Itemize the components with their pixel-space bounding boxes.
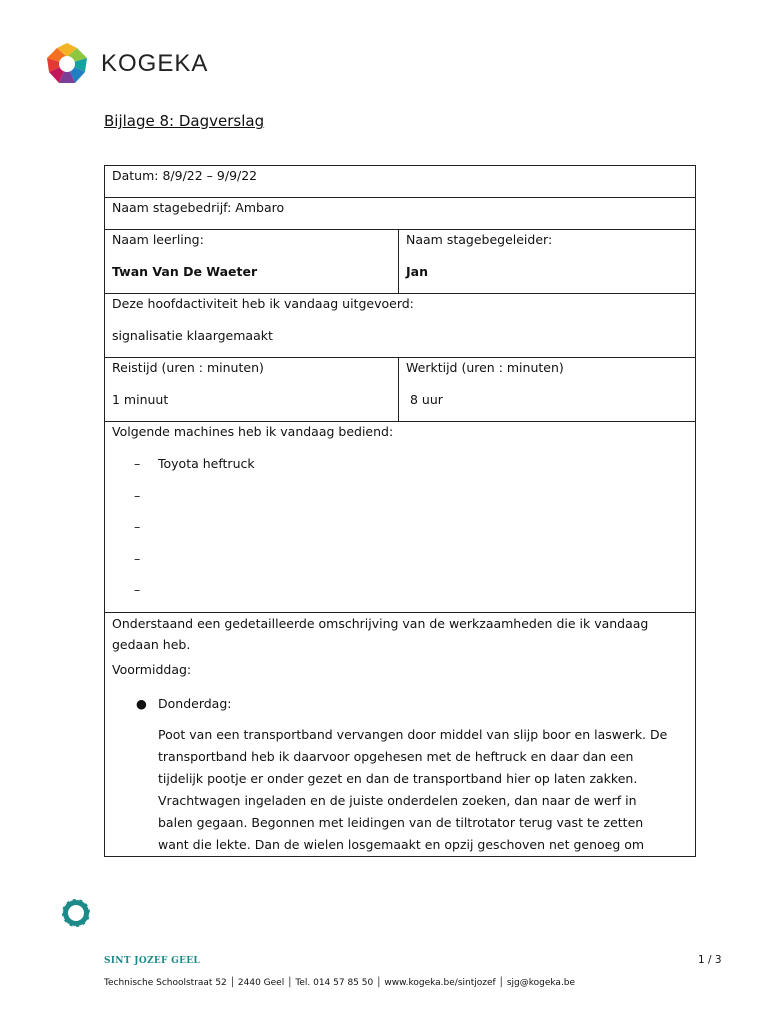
main-activity-cell bbox=[105, 294, 696, 358]
supervisor-label: Naam stagebegeleider: bbox=[406, 232, 553, 247]
machines-list bbox=[112, 456, 688, 602]
footer-logo-icon bbox=[62, 899, 90, 927]
date-cell bbox=[105, 166, 696, 198]
day-bullet-item bbox=[112, 696, 688, 712]
machine-item bbox=[112, 582, 688, 602]
daily-report-form bbox=[104, 165, 696, 857]
travel-time-label: Reistijd (uren : minuten) bbox=[112, 360, 264, 375]
page-title: Bijlage 8: Dagverslag bbox=[104, 112, 265, 130]
machine-item bbox=[112, 551, 688, 583]
description-line: tijdelijk pootje er onder gezet en dan de transportband hier op laten zakken. bbox=[158, 771, 638, 786]
description-line: balen gegaan. Begonnen met leidingen van de tiltrotator terug vast te zetten bbox=[158, 815, 644, 830]
main-activity-value: signalisatie klaargemaakt bbox=[112, 328, 273, 343]
morning-label: Voormiddag: bbox=[112, 662, 192, 677]
student-name: Twan Van De Waeter bbox=[112, 264, 258, 279]
student-cell bbox=[105, 230, 399, 294]
travel-time-cell bbox=[105, 358, 399, 422]
date-text: Datum: 8/9/22 – 9/9/22 bbox=[112, 168, 258, 183]
bullet-icon: ● bbox=[136, 696, 147, 711]
kogeka-logo-icon bbox=[42, 40, 92, 88]
company-text: Naam stagebedrijf: Ambaro bbox=[112, 200, 285, 215]
work-time-value: 8 uur bbox=[406, 392, 443, 407]
description-line: want die lekte. Dan de wielen losgemaakt en opzij geschoven net genoeg om bbox=[158, 837, 645, 852]
day-bullet-label: Donderdag: bbox=[158, 696, 232, 711]
machine-item bbox=[112, 519, 688, 551]
machines-label: Volgende machines heb ik vandaag bediend: bbox=[112, 424, 394, 439]
work-time-label: Werktijd (uren : minuten) bbox=[406, 360, 564, 375]
description-paragraph bbox=[112, 724, 688, 856]
description-cell bbox=[105, 613, 696, 857]
company-cell bbox=[105, 198, 696, 230]
school-name: SINT JOZEF GEEL bbox=[104, 956, 201, 966]
school-address: Technische Schoolstraat 52 │ 2440 Geel │ Tel. 014 57 85 50 │ www.kogeka.be/sintjozef │ sjg@kogeka.be bbox=[104, 978, 576, 988]
description-line: transportband heb ik daarvoor opgehesen met de heftruck en daar dan een bbox=[158, 749, 634, 764]
description-line: Vrachtwagen ingeladen en de juiste onderdelen zoeken, dan naar de werf in bbox=[158, 793, 637, 808]
supervisor-cell bbox=[399, 230, 696, 294]
machines-cell bbox=[105, 422, 696, 613]
supervisor-name: Jan bbox=[406, 264, 428, 279]
description-label: Onderstaand een gedetailleerde omschrijving van de werkzaamheden die ik vandaag gedaan heb. bbox=[112, 616, 649, 652]
main-activity-label: Deze hoofdactiviteit heb ik vandaag uitgevoerd: bbox=[112, 296, 414, 311]
work-time-cell bbox=[399, 358, 696, 422]
machine-item: – Toyota heftruck bbox=[112, 456, 688, 488]
brand-name: KOGEKA bbox=[101, 50, 209, 77]
page-number: 1 / 3 bbox=[698, 954, 722, 966]
travel-time-value: 1 minuut bbox=[112, 392, 169, 407]
machine-item bbox=[112, 488, 688, 520]
description-line: Poot van een transportband vervangen door middel van slijp boor en laswerk. De bbox=[158, 727, 668, 742]
student-label: Naam leerling: bbox=[112, 232, 204, 247]
